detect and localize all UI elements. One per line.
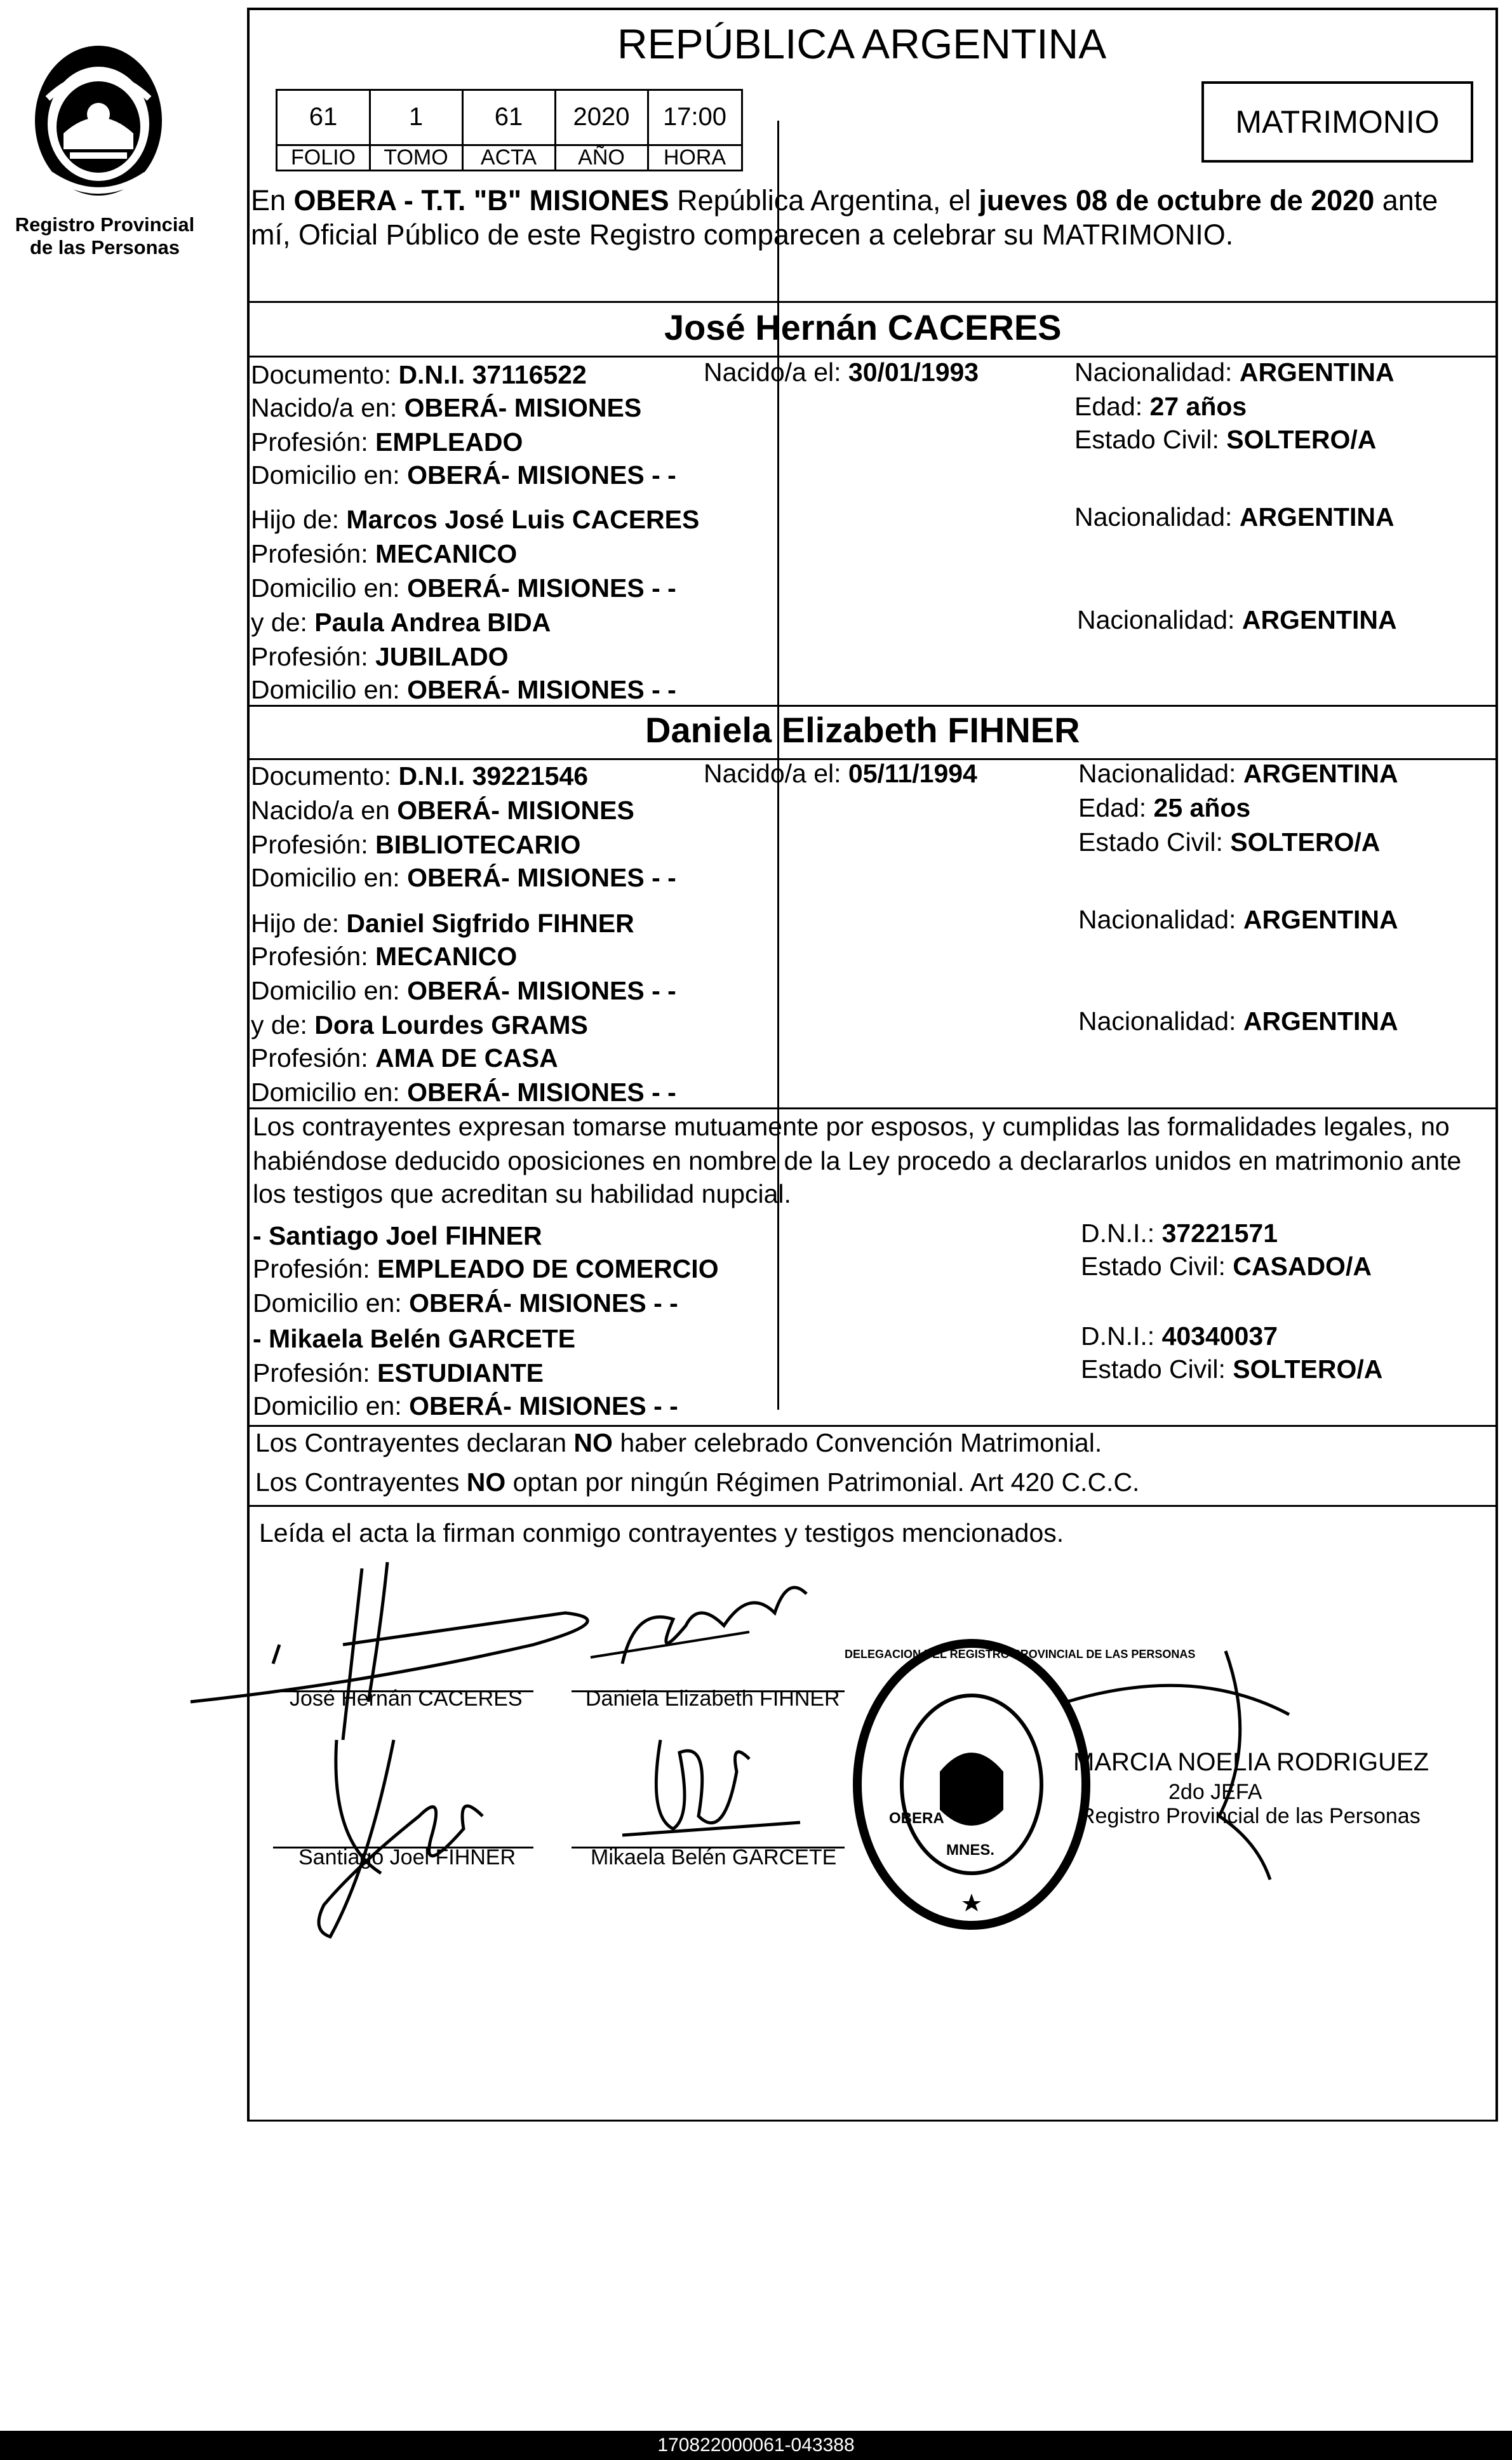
groom-mother: y de: Paula Andrea BIDA (251, 608, 551, 637)
bride-signature-name: Daniela Elizabeth FIHNER (585, 1687, 840, 1711)
witness1-civil-status: Estado Civil: CASADO/A (1081, 1252, 1372, 1281)
registry-name-line1: Registro Provincial (15, 213, 195, 236)
groom-father: Hijo de: Marcos José Luis CACERES (251, 505, 700, 534)
declaration-line1: Los contrayentes expresan tomarse mutuamente por esposos, y cumplidas las formalidades legales, no (253, 1112, 1450, 1141)
bride-father-address: Domicilio en: OBERÁ- MISIONES - - (251, 976, 676, 1005)
country-title: REPÚBLICA ARGENTINA (617, 20, 1107, 67)
groom-signature-name: José Hernán CACERES (290, 1687, 523, 1711)
bride-nationality: Nacionalidad: ARGENTINA (1078, 759, 1398, 788)
hora-label: HORA (663, 145, 726, 170)
witness1-signature-name: Santiago Joel FIHNER (298, 1845, 516, 1869)
seal-inner-city: OBERA (889, 1810, 944, 1827)
tomo-label: TOMO (384, 145, 448, 170)
bride-mother-nationality: Nacionalidad: ARGENTINA (1078, 1006, 1398, 1036)
tomo-value: 1 (408, 103, 424, 131)
bride-father-profession: Profesión: MECANICO (251, 942, 518, 971)
frame-top-border (247, 8, 1498, 10)
groom-profession: Profesión: EMPLEADO (251, 427, 523, 457)
footer-serial: 170822000061-043388 (0, 2431, 1512, 2460)
groom-civil-status: Estado Civil: SOLTERO/A (1074, 425, 1377, 454)
folio-value: 61 (309, 103, 338, 131)
closing-statement: Leída el acta la firman conmigo contrayentes y testigos mencionados. (259, 1518, 1064, 1548)
bride-father-nationality: Nacionalidad: ARGENTINA (1078, 905, 1398, 934)
reference-table (276, 89, 743, 171)
declaration-line3: los testigos que acreditan su habilidad nupcial. (253, 1179, 791, 1208)
groom-father-profession: Profesión: MECANICO (251, 539, 518, 568)
groom-age: Edad: 27 años (1074, 392, 1247, 421)
groom-document: Documento: D.N.I. 37116522 (251, 360, 587, 389)
folio-label: FOLIO (290, 145, 356, 170)
groom-nationality: Nacionalidad: ARGENTINA (1074, 358, 1395, 387)
bride-mother-profession: Profesión: AMA DE CASA (251, 1043, 558, 1073)
seal-icon (845, 1632, 1196, 1937)
witness1-profession: Profesión: EMPLEADO DE COMERCIO (253, 1254, 719, 1283)
declaration-line2: habiéndose deducido oposiciones en nombre de la Ley procedo a declararlos unidos en matrimonio ante (253, 1146, 1462, 1175)
witness1-dni: D.N.I.: 37221571 (1081, 1219, 1278, 1248)
witness2-name: - Mikaela Belén GARCETE (253, 1324, 576, 1353)
province-logo (25, 38, 171, 210)
groom-mother-address: Domicilio en: OBERÁ- MISIONES - - (251, 675, 676, 704)
registry-seal (845, 1632, 1196, 1937)
groom-birthplace: Nacido/a en: OBERÁ- MISIONES (251, 393, 642, 422)
province-shield-icon (25, 38, 171, 210)
bride-birth-date: Nacido/a el: 05/11/1994 (704, 759, 977, 788)
bride-profession: Profesión: BIBLIOTECARIO (251, 830, 581, 859)
regime-line2: Los Contrayentes NO optan por ningún Régimen Patrimonial. Art 420 C.C.C. (255, 1467, 1140, 1497)
groom-birth-date: Nacido/a el: 30/01/1993 (704, 358, 979, 387)
groom-mother-profession: Profesión: JUBILADO (251, 642, 509, 671)
bride-name: Daniela Elizabeth FIHNER (645, 710, 1080, 750)
witness2-address: Domicilio en: OBERÁ- MISIONES - - (253, 1391, 678, 1421)
witness1-address: Domicilio en: OBERÁ- MISIONES - - (253, 1288, 678, 1318)
groom-mother-nationality: Nacionalidad: ARGENTINA (1077, 605, 1397, 634)
officer-office: Registro Provincial de las Personas (1080, 1804, 1421, 1828)
bride-birthplace: Nacido/a en OBERÁ- MISIONES (251, 796, 634, 825)
witness2-signature-name: Mikaela Belén GARCETE (591, 1845, 837, 1869)
ano-value: 2020 (573, 103, 630, 131)
groom-father-address: Domicilio en: OBERÁ- MISIONES - - (251, 573, 676, 603)
hora-value: 17:00 (662, 103, 727, 131)
document-type-box (1201, 81, 1473, 163)
witness2-civil-status: Estado Civil: SOLTERO/A (1081, 1354, 1383, 1384)
bride-civil-status: Estado Civil: SOLTERO/A (1078, 827, 1381, 857)
bride-mother: y de: Dora Lourdes GRAMS (251, 1010, 588, 1039)
groom-father-nationality: Nacionalidad: ARGENTINA (1074, 502, 1395, 531)
acta-label: ACTA (480, 145, 537, 170)
ano-label: AÑO (578, 145, 625, 170)
witness2-dni: D.N.I.: 40340037 (1081, 1321, 1278, 1351)
frame-right-border (1495, 8, 1498, 2121)
bride-age: Edad: 25 años (1078, 793, 1251, 822)
seal-text: DELEGACION DEL REGISTRO PROVINCIAL DE LAS PERSONAS (845, 1648, 1196, 1661)
witness1-name: - Santiago Joel FIHNER (253, 1221, 542, 1250)
regime-line1: Los Contrayentes declaran NO haber celebrado Convención Matrimonial. (255, 1428, 1102, 1457)
bride-mother-address: Domicilio en: OBERÁ- MISIONES - - (251, 1078, 676, 1107)
document-type-label: MATRIMONIO (1235, 104, 1440, 140)
bride-address: Domicilio en: OBERÁ- MISIONES - - (251, 863, 676, 892)
intro-line1: En OBERA - T.T. "B" MISIONES República Argentina, el jueves 08 de octubre de 2020 ante (251, 184, 1438, 217)
officer-role: 2do JEFA (1168, 1780, 1262, 1804)
officer-name: MARCIA NOELIA RODRIGUEZ (1073, 1748, 1429, 1776)
bride-document: Documento: D.N.I. 39221546 (251, 761, 589, 791)
bride-father: Hijo de: Daniel Sigfrido FIHNER (251, 909, 634, 938)
groom-address: Domicilio en: OBERÁ- MISIONES - - (251, 460, 676, 490)
registry-name-line2: de las Personas (29, 236, 180, 258)
divider-groom-top (247, 301, 1498, 303)
acta-value: 61 (494, 103, 523, 131)
intro-line2: mí, Oficial Público de este Registro comparecen a celebrar su MATRIMONIO. (251, 218, 1234, 251)
frame-bottom-border (247, 2120, 1498, 2122)
groom-name: José Hernán CACERES (664, 307, 1062, 347)
seal-inner-province: MNES. (946, 1842, 995, 1859)
witness2-profession: Profesión: ESTUDIANTE (253, 1358, 544, 1387)
